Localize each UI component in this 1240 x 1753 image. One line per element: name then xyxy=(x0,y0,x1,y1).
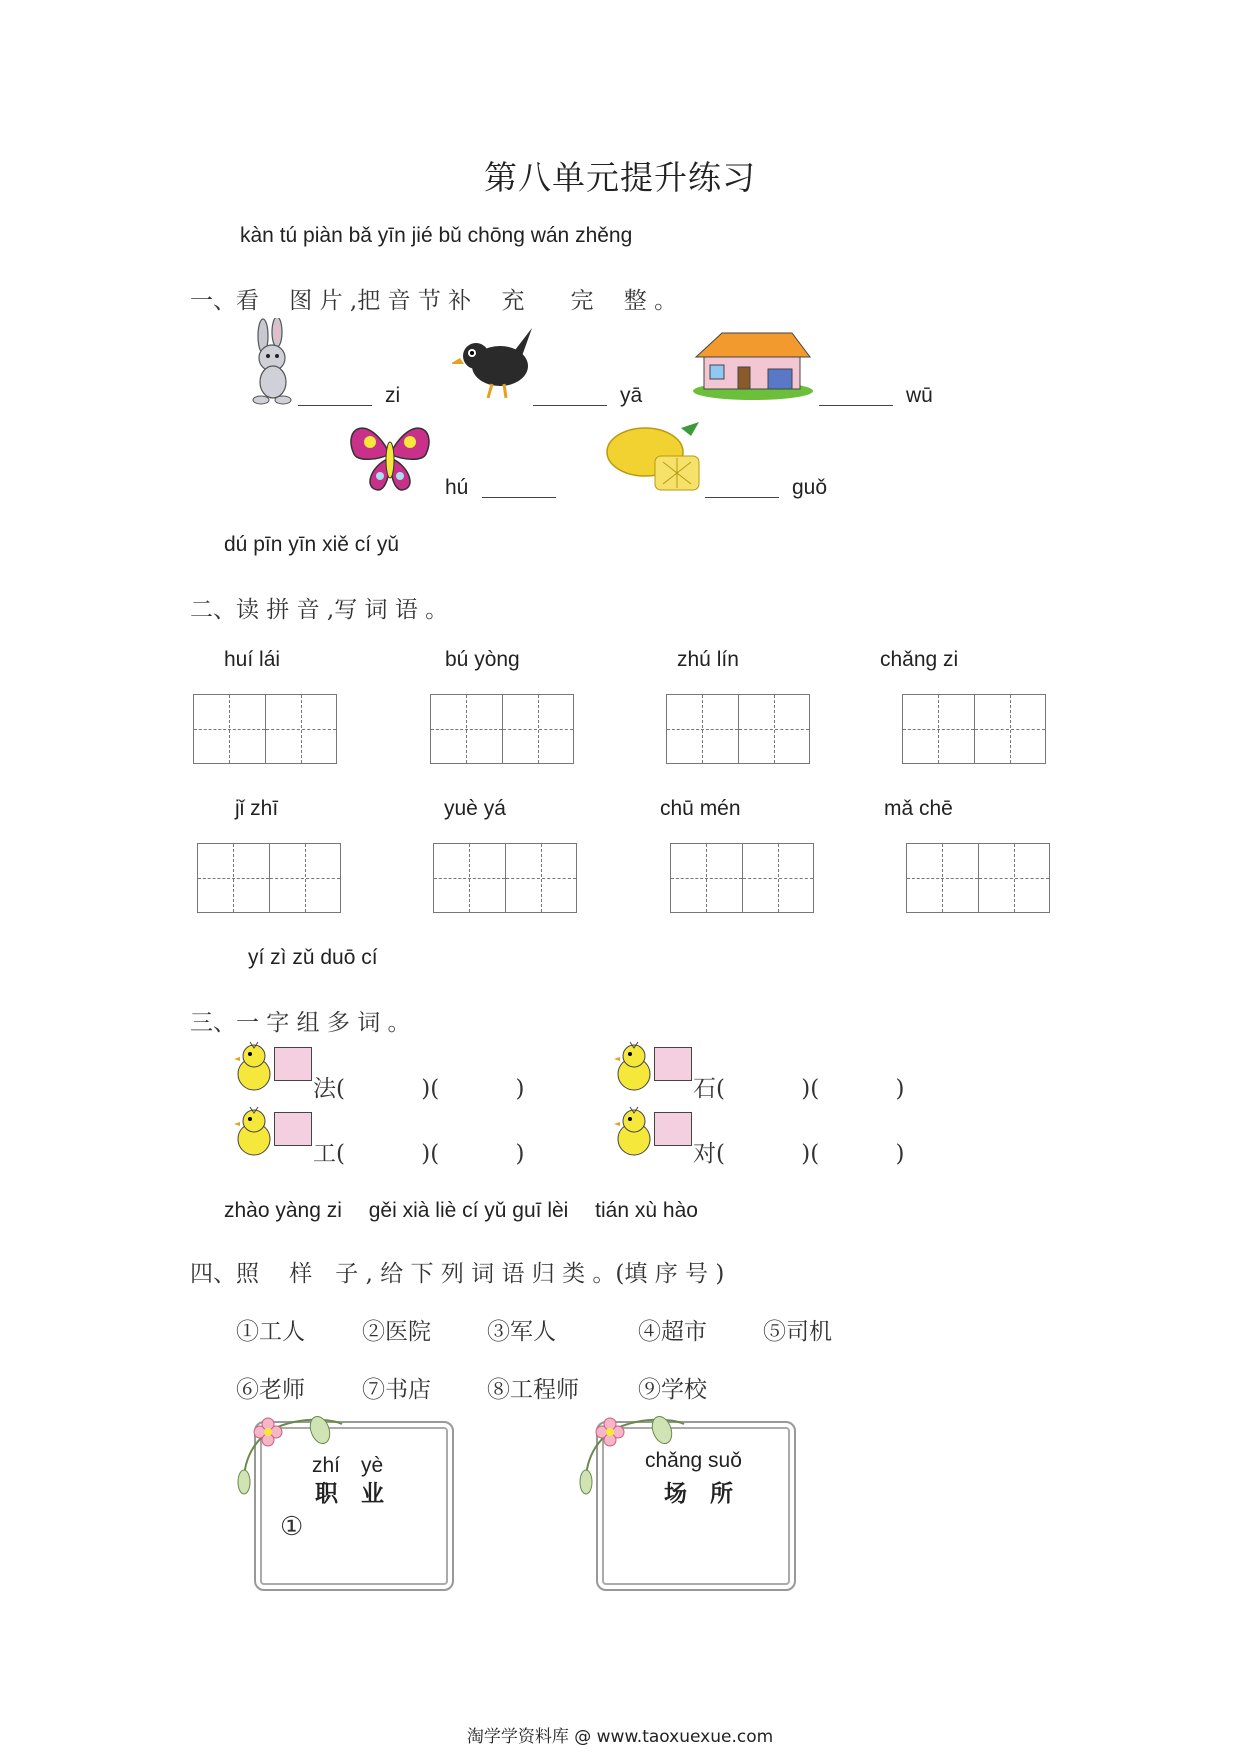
footer-watermark: 淘学学资料库 @ www.taoxuexue.com xyxy=(466,1727,774,1747)
writing-grid[interactable] xyxy=(193,694,337,764)
writing-grid[interactable] xyxy=(197,843,341,913)
mango-icon xyxy=(605,422,707,496)
word-pinyin: chū mén xyxy=(660,797,741,820)
section4-pinyin: zhào yàng zi gěi xià liè cí yǔ guī lèi tián xù hào xyxy=(224,1199,698,1222)
target-char: 法 xyxy=(313,1076,336,1102)
answer-blank[interactable] xyxy=(298,405,372,406)
answer-parens[interactable]: ( )( ) xyxy=(716,1141,905,1167)
page-title: 第八单元提升练习 xyxy=(484,158,756,197)
chick-icon xyxy=(234,1105,274,1157)
char-entry xyxy=(693,1070,905,1103)
syllable-text: yā xyxy=(620,384,643,407)
target-char: 对 xyxy=(693,1141,716,1167)
word-option: ①工人 xyxy=(236,1319,305,1345)
word-pinyin: jǐ zhī xyxy=(235,797,279,820)
word-option: ⑨学校 xyxy=(638,1377,707,1403)
writing-grid[interactable] xyxy=(902,694,1046,764)
butterfly-icon xyxy=(348,418,432,494)
category-pinyin: chǎng suǒ xyxy=(645,1449,742,1472)
answer-parens[interactable]: ( )( ) xyxy=(716,1076,905,1102)
answer-blank[interactable] xyxy=(482,497,556,498)
char-entry xyxy=(313,1135,525,1168)
word-pinyin: mǎ chē xyxy=(884,797,953,820)
word-pinyin: bú yòng xyxy=(445,648,520,671)
house-icon xyxy=(692,325,814,400)
crow-icon xyxy=(452,320,538,402)
answer-blank[interactable] xyxy=(819,405,893,406)
category-label: 职 业 xyxy=(315,1480,384,1507)
writing-grid[interactable] xyxy=(670,843,814,913)
section2-pinyin: dú pīn yīn xiě cí yǔ xyxy=(224,533,400,556)
target-char: 工 xyxy=(313,1141,336,1167)
section3-pinyin: yí zì zǔ duō cí xyxy=(248,946,378,969)
word-option: ②医院 xyxy=(362,1319,431,1345)
chick-icon xyxy=(234,1040,274,1092)
chick-icon xyxy=(614,1040,654,1092)
word-option: ⑦书店 xyxy=(362,1377,431,1403)
writing-grid[interactable] xyxy=(430,694,574,764)
chick-icon xyxy=(614,1105,654,1157)
word-option: ⑤司机 xyxy=(763,1319,832,1345)
answer-parens[interactable]: ( )( ) xyxy=(336,1141,525,1167)
section2-heading: 二、读 拼 音 ,写 词 语 。 xyxy=(190,597,449,623)
word-pinyin: zhú lín xyxy=(677,648,739,671)
rabbit-icon xyxy=(245,318,301,406)
word-pinyin: huí lái xyxy=(224,648,281,671)
answer-parens[interactable]: ( )( ) xyxy=(336,1076,525,1102)
answer-blank[interactable] xyxy=(705,497,779,498)
char-entry xyxy=(313,1070,525,1103)
section3-heading: 三、一 字 组 多 词 。 xyxy=(190,1010,411,1036)
hint-box xyxy=(274,1047,312,1081)
writing-grid[interactable] xyxy=(666,694,810,764)
word-option: ④超市 xyxy=(638,1319,707,1345)
word-option: ⑧工程师 xyxy=(487,1377,579,1403)
word-pinyin: chǎng zi xyxy=(880,648,959,671)
hint-box xyxy=(274,1112,312,1146)
word-option: ⑥老师 xyxy=(236,1377,305,1403)
hint-box xyxy=(654,1047,692,1081)
syllable-text: wū xyxy=(906,384,933,407)
word-pinyin: yuè yá xyxy=(444,797,506,820)
hint-box xyxy=(654,1112,692,1146)
syllable-text: zi xyxy=(385,384,401,407)
char-entry xyxy=(693,1135,905,1168)
section4-heading: 四、照 样 子 , 给 下 列 词 语 归 类 。(填 序 号 ) xyxy=(190,1261,725,1287)
category-label: 场 所 xyxy=(664,1480,733,1507)
example-answer: ① xyxy=(280,1512,304,1542)
word-option: ③军人 xyxy=(487,1319,556,1345)
answer-blank[interactable] xyxy=(533,405,607,406)
target-char: 石 xyxy=(693,1076,716,1102)
section1-pinyin: kàn tú piàn bǎ yīn jié bǔ chōng wán zhěng xyxy=(240,224,633,247)
writing-grid[interactable] xyxy=(433,843,577,913)
syllable-text: guǒ xyxy=(792,476,828,499)
category-pinyin: zhí yè xyxy=(312,1454,384,1477)
writing-grid[interactable] xyxy=(906,843,1050,913)
syllable-text: hú xyxy=(445,476,469,499)
section1-heading: 一、看 图 片 ,把 音 节 补 充 完 整 。 xyxy=(190,288,678,314)
